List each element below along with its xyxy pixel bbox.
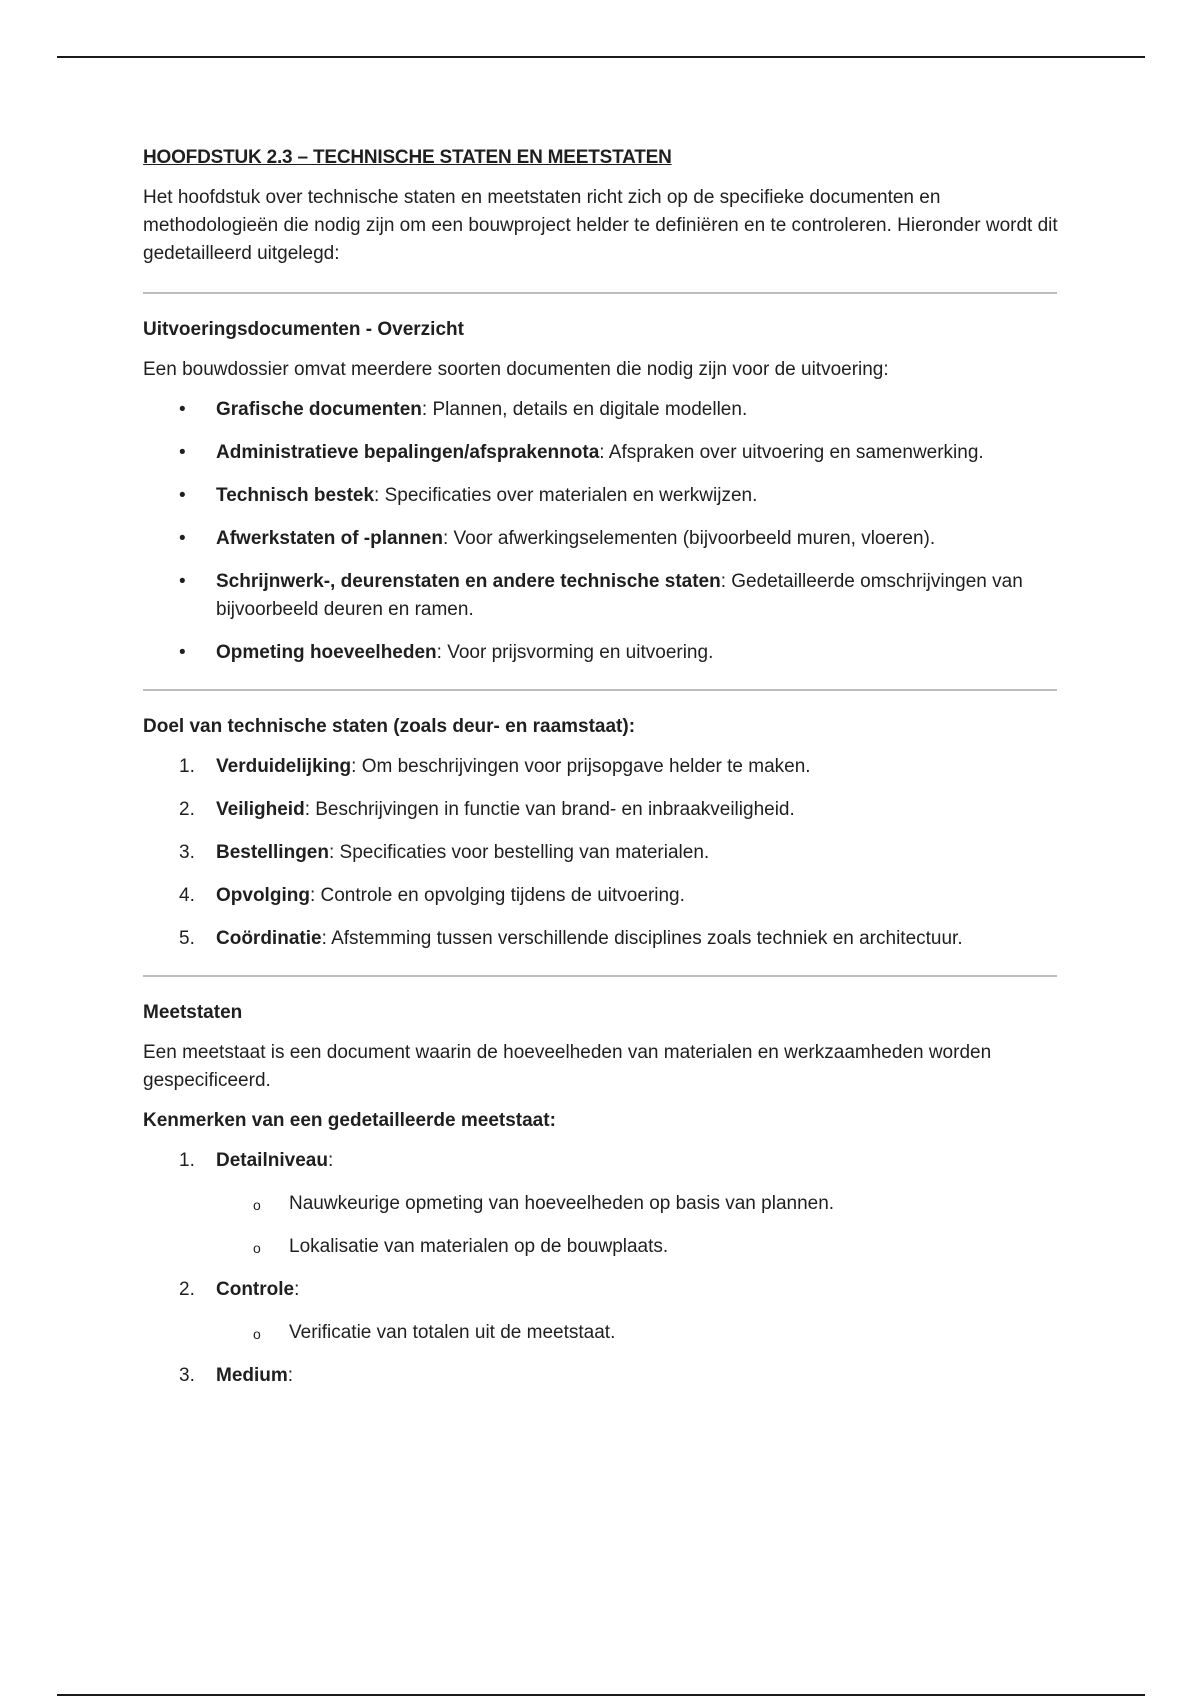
- sub-item-text: Verificatie van totalen uit de meetstaat.: [289, 1322, 616, 1343]
- item-number: 3.: [179, 842, 195, 863]
- item-term: Schrijnwerk-, deurenstaten en andere technische staten: [216, 571, 721, 592]
- circle-marker: o: [253, 1326, 261, 1342]
- page-header-rule: [57, 56, 1145, 58]
- section-divider: [143, 689, 1057, 691]
- chapter-title: HOOFDSTUK 2.3 – TECHNISCHE STATEN EN MEETSTATEN: [143, 147, 672, 168]
- item-term: Bestellingen: [216, 842, 329, 863]
- item-text: : Specificaties over materialen en werkwijzen.: [374, 485, 758, 506]
- item-term: Administratieve bepalingen/afsprakennota: [216, 442, 600, 463]
- intro-paragraph: Het hoofdstuk over technische staten en meetstaten richt zich op de specifieke documenten en methodologieën die nodig zijn om een bouwproject helder te definiëren en te controleren. Hieronder wordt dit gedetailleerd uitgelegd:: [143, 187, 1058, 264]
- sub-list: [216, 1190, 1063, 1261]
- item-text: : Afstemming tussen verschillende disciplines zoals techniek en architectuur.: [321, 928, 963, 949]
- item-text: : Voor afwerkingselementen (bijvoorbeeld muren, vloeren).: [442, 528, 936, 549]
- list-item: [143, 839, 1063, 867]
- circle-marker: o: [253, 1240, 261, 1256]
- item-term: Veiligheid: [216, 799, 305, 820]
- section-divider: [143, 975, 1057, 977]
- item-text: : Voor prijsvorming en uitvoering.: [436, 642, 714, 663]
- document-types-list: [143, 396, 1063, 667]
- item-text: : Controle en opvolging tijdens de uitvoering.: [309, 885, 685, 906]
- list-item: [143, 882, 1063, 910]
- sub-list: [216, 1319, 1063, 1347]
- item-text: :: [294, 1279, 300, 1300]
- item-number: 1.: [179, 1150, 195, 1171]
- item-number: 5.: [179, 928, 195, 949]
- section-heading-uitvoeringsdocumenten: Uitvoeringsdocumenten - Overzicht: [143, 319, 464, 340]
- item-number: 2.: [179, 799, 195, 820]
- bullet-marker: •: [179, 442, 186, 463]
- item-term: Opvolging: [216, 885, 310, 906]
- list-item: [143, 1147, 1063, 1261]
- item-term: Controle: [216, 1279, 295, 1300]
- sub-item-text: Lokalisatie van materialen op de bouwplaats.: [289, 1236, 669, 1257]
- item-term: Detailniveau: [216, 1150, 328, 1171]
- sub-item-text: Nauwkeurige opmeting van hoeveelheden op basis van plannen.: [289, 1193, 835, 1214]
- section-heading-meetstaten: Meetstaten: [143, 1002, 243, 1023]
- item-term: Verduidelijking: [216, 756, 352, 777]
- item-number: 4.: [179, 885, 195, 906]
- list-item: [143, 925, 1063, 953]
- subheading-kenmerken: Kenmerken van een gedetailleerde meetstaat:: [143, 1110, 556, 1131]
- item-number: 1.: [179, 756, 195, 777]
- list-item: [143, 1276, 1063, 1347]
- list-item: [143, 639, 1063, 667]
- section-heading-doel: Doel van technische staten (zoals deur- en raamstaat):: [143, 716, 636, 737]
- section-lead: Een bouwdossier omvat meerdere soorten documenten die nodig zijn voor de uitvoering:: [143, 359, 889, 380]
- item-term: Coördinatie: [216, 928, 322, 949]
- list-item: [143, 439, 1063, 467]
- item-term: Opmeting hoeveelheden: [216, 642, 437, 663]
- list-item: [143, 568, 1063, 624]
- section-lead: Een meetstaat is een document waarin de hoeveelheden van materialen en werkzaamheden worden gespecificeerd.: [143, 1042, 992, 1091]
- circle-marker: o: [253, 1197, 261, 1213]
- list-item: [143, 753, 1063, 781]
- item-text: :: [327, 1150, 334, 1171]
- item-text: : Beschrijvingen in functie van brand- en inbraakveiligheid.: [304, 799, 795, 820]
- bullet-marker: •: [179, 399, 186, 420]
- list-item: [143, 482, 1063, 510]
- sub-list-item: [216, 1190, 1063, 1218]
- item-text: : Om beschrijvingen voor prijsopgave helder te maken.: [351, 756, 811, 777]
- bullet-marker: •: [179, 485, 186, 506]
- bullet-marker: •: [179, 642, 186, 663]
- characteristics-list: [143, 1147, 1063, 1390]
- document-body: [143, 144, 1063, 1405]
- list-item: [143, 1362, 1063, 1390]
- bullet-marker: •: [179, 528, 186, 549]
- item-number: 2.: [179, 1279, 195, 1300]
- item-text: : Gedetailleerde omschrijvingen van bijvoorbeeld deuren en ramen.: [216, 571, 1023, 620]
- list-item: [143, 796, 1063, 824]
- list-item: [143, 525, 1063, 553]
- item-term: Medium: [216, 1365, 288, 1386]
- item-term: Technisch bestek: [216, 485, 375, 506]
- purpose-list: [143, 753, 1063, 953]
- bullet-marker: •: [179, 571, 186, 592]
- item-text: : Plannen, details en digitale modellen.: [421, 399, 748, 420]
- sub-list-item: [216, 1233, 1063, 1261]
- item-number: 3.: [179, 1365, 195, 1386]
- section-divider: [143, 292, 1057, 294]
- item-text: : Specificaties voor bestelling van materialen.: [328, 842, 710, 863]
- sub-list-item: [216, 1319, 1063, 1347]
- item-term: Afwerkstaten of -plannen: [216, 528, 443, 549]
- list-item: [143, 396, 1063, 424]
- item-text: : Afspraken over uitvoering en samenwerking.: [599, 442, 984, 463]
- item-term: Grafische documenten: [216, 399, 422, 420]
- item-text: :: [287, 1365, 294, 1386]
- page-footer-rule: [57, 1694, 1145, 1696]
